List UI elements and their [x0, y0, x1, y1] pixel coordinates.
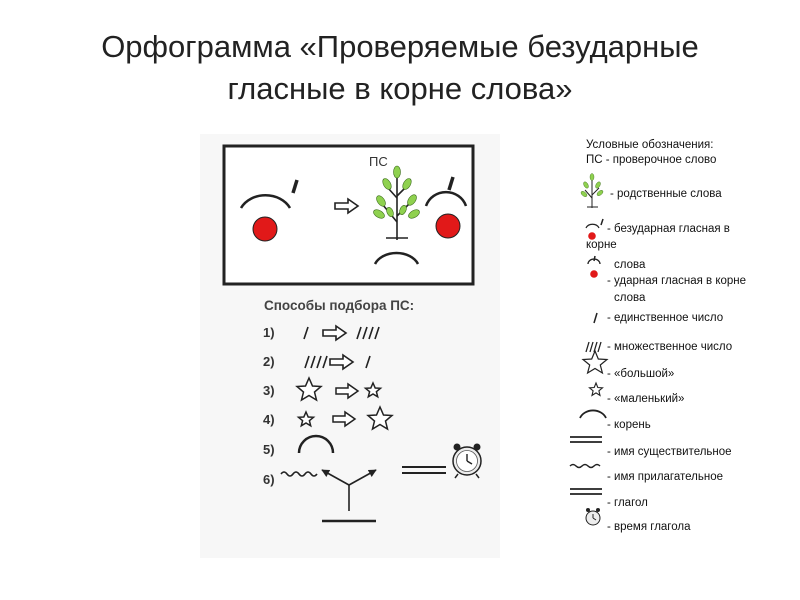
legend-noun: - имя существительное	[607, 446, 732, 458]
legend-stressed-2: слова	[614, 292, 646, 304]
legend-adjective-wave-icon	[570, 465, 600, 468]
legend-adjective: - имя прилагательное	[607, 471, 724, 483]
legend-root-arc-icon	[580, 410, 606, 418]
top-frame	[224, 146, 473, 284]
legend-stressed-1: - ударная гласная в корне	[607, 275, 747, 287]
method-6-noun-lines-icon	[402, 467, 446, 473]
methods-title: Способы подбора ПС:	[264, 298, 415, 313]
method-4-symbols	[299, 407, 393, 429]
legend-plural-icon	[586, 342, 601, 352]
red-dot-icon	[253, 217, 277, 241]
red-dot-right-icon	[436, 214, 460, 238]
method-number-5: 5)	[263, 442, 275, 457]
method-3-symbols	[297, 378, 381, 400]
legend-unstressed-arc-icon	[586, 224, 599, 228]
legend-stressed-mark-icon	[594, 256, 595, 261]
legend-root: - корень	[607, 419, 651, 431]
legend-small: - «маленький»	[607, 393, 685, 405]
method-number-2: 2)	[263, 354, 275, 369]
method-number-4: 4)	[263, 412, 275, 427]
legend-big-star-icon	[583, 351, 607, 373]
method-number-6: 6)	[263, 472, 275, 487]
legend-clock-icon	[586, 508, 600, 525]
legend-header-1: Условные обозначения:	[586, 139, 714, 151]
title-line-2: гласные в корне слова»	[227, 71, 573, 106]
legend-small-star-icon	[590, 383, 603, 395]
method-5-root-arc-icon	[299, 436, 333, 453]
legend-tense: - время глагола	[607, 521, 691, 533]
method-2-symbols	[305, 355, 370, 369]
legend-plural: - множественное число	[607, 341, 733, 353]
method-6-wave-icon	[281, 472, 317, 476]
method-number-1: 1)	[263, 325, 275, 340]
legend-unstressed-2: корне	[586, 239, 617, 251]
ps-label: ПС	[369, 154, 388, 169]
method-1-symbols	[304, 326, 379, 340]
legend-stressed-dot-icon	[590, 270, 598, 278]
method-number-3: 3)	[263, 383, 275, 398]
legend-singular: - единственное число	[607, 312, 724, 324]
legend-verb: - глагол	[607, 497, 648, 509]
legend-big: - «большой»	[607, 368, 675, 380]
alarm-clock-icon	[453, 444, 481, 479]
legend-unstressed-mark-icon	[601, 219, 603, 225]
legend-singular-icon	[594, 313, 597, 323]
legend-header-2: ПС - проверочное слово	[586, 154, 717, 166]
legend-unstressed-1: - безударная гласная в	[607, 223, 730, 235]
legend-tree-icon	[585, 178, 599, 208]
legend-unstressed-3: слова	[614, 259, 646, 271]
title-line-1: Орфограмма «Проверяемые безударные	[101, 29, 699, 64]
method-6-branch-arrows	[322, 470, 376, 511]
legend-related: - родственные слова	[610, 188, 722, 200]
